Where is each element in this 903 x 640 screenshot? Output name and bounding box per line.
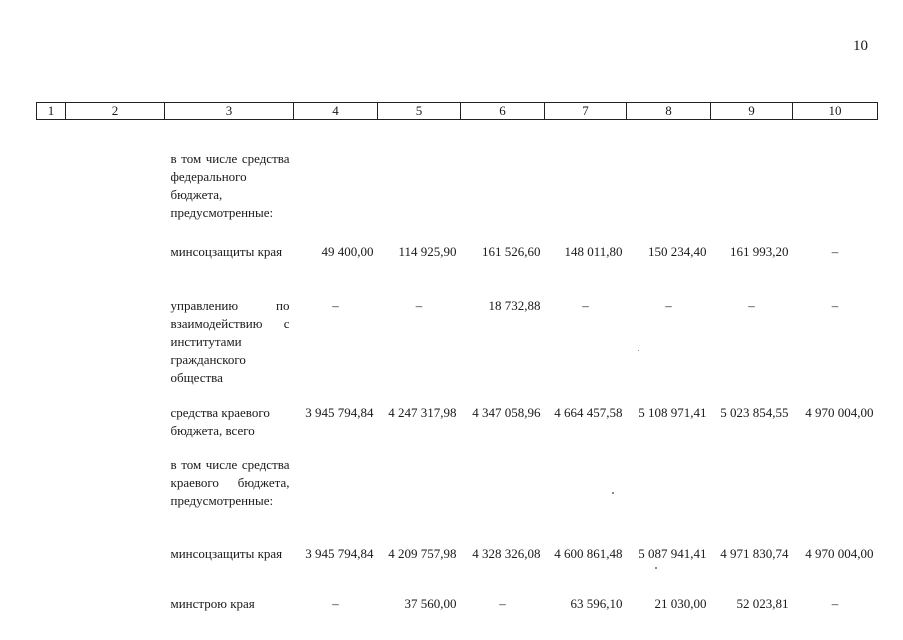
row-label: в том числе средства краевого бюджета, предусмотренные: xyxy=(170,457,290,508)
cell-value xyxy=(378,120,461,229)
scan-speck xyxy=(612,492,614,494)
cell-value xyxy=(545,441,627,531)
table-row xyxy=(37,120,878,229)
column-number: 3 xyxy=(165,103,294,120)
cell-value: – xyxy=(665,298,672,313)
cell-value: 3 945 794,84 xyxy=(305,405,374,420)
cell-value: 5 108 971,41 xyxy=(638,405,707,420)
row-label: минстрою края xyxy=(170,596,255,611)
row-label: минсоцзащиты края xyxy=(170,244,283,259)
column-number: 2 xyxy=(66,103,165,120)
cell-value xyxy=(545,120,627,229)
column-number: 1 xyxy=(37,103,66,120)
cell-value: – xyxy=(831,298,839,313)
cell-value xyxy=(461,441,545,531)
cell-value xyxy=(793,441,878,531)
column-number: 9 xyxy=(711,103,793,120)
cell-value xyxy=(793,120,878,229)
column-number: 7 xyxy=(545,103,627,120)
budget-table xyxy=(36,102,878,615)
cell-value: 4 970 004,00 xyxy=(805,405,874,420)
column-number: 5 xyxy=(378,103,461,120)
cell-value: 21 030,00 xyxy=(654,596,707,611)
cell-value xyxy=(461,120,545,229)
cell-value: 4 328 326,08 xyxy=(472,546,541,561)
cell-value: 4 971 830,74 xyxy=(720,546,789,561)
row-label: в том числе средства федерального бюджета, предусмотренные: xyxy=(170,151,290,220)
cell-value: 5 023 854,55 xyxy=(720,405,789,420)
cell-value: 150 234,40 xyxy=(648,244,707,259)
cell-value xyxy=(378,441,461,531)
cell-value: 18 732,88 xyxy=(488,298,541,313)
cell-value: 4 347 058,96 xyxy=(472,405,541,420)
cell-value xyxy=(627,120,711,229)
cell-value xyxy=(294,120,378,229)
cell-value xyxy=(294,441,378,531)
column-number: 8 xyxy=(627,103,711,120)
cell-value: 63 596,10 xyxy=(570,596,623,611)
table-row xyxy=(37,280,878,387)
cell-value: 3 945 794,84 xyxy=(305,546,374,561)
table-row xyxy=(37,531,878,582)
cell-value: 4 247 317,98 xyxy=(388,405,457,420)
cell-value: 37 560,00 xyxy=(404,596,457,611)
cell-value: – xyxy=(415,298,423,313)
table-row xyxy=(37,441,878,531)
scan-speck xyxy=(655,567,657,569)
cell-value: – xyxy=(582,298,589,313)
column-number: 6 xyxy=(461,103,545,120)
table-row xyxy=(37,387,878,441)
cell-value: – xyxy=(332,298,339,313)
scan-speck xyxy=(638,350,639,351)
cell-value: 114 925,90 xyxy=(398,244,457,259)
cell-value: 161 993,20 xyxy=(730,244,789,259)
cell-value: – xyxy=(748,298,755,313)
column-number: 4 xyxy=(294,103,378,120)
cell-value: 49 400,00 xyxy=(321,244,374,259)
cell-value: 52 023,81 xyxy=(736,596,789,611)
cell-value: – xyxy=(332,596,339,611)
cell-value xyxy=(711,120,793,229)
page-number: 10 xyxy=(853,38,868,54)
cell-value: – xyxy=(831,596,839,611)
table-row xyxy=(37,582,878,615)
cell-value: 148 011,80 xyxy=(564,244,623,259)
table-row xyxy=(37,228,878,280)
cell-value: 4 970 004,00 xyxy=(805,546,874,561)
column-number: 10 xyxy=(793,103,878,120)
row-label: управлению по взаимодействию с институтами гражданского общества xyxy=(170,298,290,385)
column-number-header xyxy=(37,103,878,120)
cell-value: 4 664 457,58 xyxy=(554,405,623,420)
cell-value: – xyxy=(831,244,839,259)
cell-value: 4 600 861,48 xyxy=(554,546,623,561)
row-label: средства краевого бюджета, всего xyxy=(170,405,270,438)
cell-value xyxy=(627,441,711,531)
cell-value: – xyxy=(499,596,506,611)
cell-value xyxy=(711,441,793,531)
cell-value: 161 526,60 xyxy=(482,244,541,259)
cell-value: 4 209 757,98 xyxy=(388,546,457,561)
row-label: минсоцзащиты края xyxy=(170,546,283,561)
cell-value: 5 087 941,41 xyxy=(638,546,707,561)
